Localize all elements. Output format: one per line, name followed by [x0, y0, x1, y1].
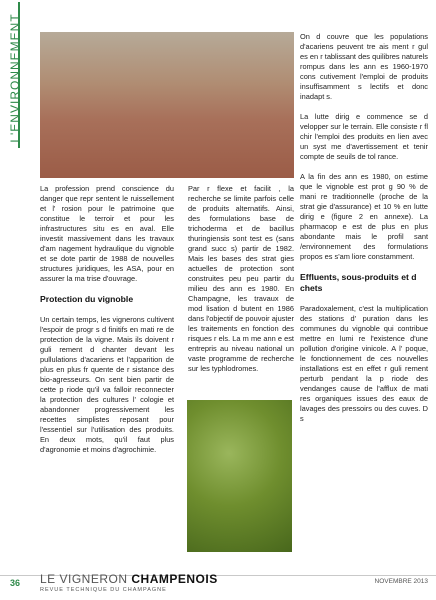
column-3 — [300, 32, 428, 434]
column-3-paragraph-1: On d couvre que les populations d'acariens peuvent tre ais ment r gul es en r tablissant des quilibres naturels rompus dans les ann es 1960-1970 cons cutivement l'emploi de produits insuffisamment s lectifs et donc inadapt s. — [300, 32, 428, 101]
issue-date: NOVEMBRE 2013 — [374, 578, 428, 585]
magazine-title — [40, 572, 218, 586]
column-1 — [40, 184, 174, 465]
magazine-title-light: LE VIGNERON — [40, 572, 128, 586]
magazine-subtitle: REVUE TECHNIQUE DU CHAMPAGNE — [40, 587, 167, 593]
column-1-paragraph-2: Un certain temps, les vignerons cultivent l'espoir de progr s d finitifs en mati re de protection de la vigne. Mais ils doivent r guli rement d chanter devant les pullulations d'acariens et l'apparition de plus en plus fr quente de r sistance des bio-agresseurs. On sent bien partir de cette p riode qu'il va falloir reconnecter la protection des cultures l' cologie et abandonner progressivement les recettes simplistes reposant pour l'essentiel sur l'utilisation des produits. En deux mots, qu'il faut plus d'agronomie et moins d'agrochimie. — [40, 315, 174, 454]
column-2-paragraph-1: Par r flexe et facilit , la recherche se limite parfois celle de produits alternatifs. Ainsi, des formulations base de trichoderma et de bacillus thuringiensis sont test es (sans grand succ s) partir de 1982. Mais les bases des strat gies actuelles de protection sont construites peu peu partir du milieu des ann es 1980. En Champagne, les travaux de mod lisation d butent en 1986 dans l'objectif de pouvoir ajuster les traitements en fonction des risques r els. La m me ann e est entrepris au niveau national un vaste programme de recherche sur les typhlodromes. — [188, 184, 294, 373]
column-3-paragraph-4: Paradoxalement, c'est la multiplication des stations d' puration dans les communes du vignoble qui contribue mettre en lumi re l'existence d'une pollution d'origine vinicole. A l' poque, le fonctionnement de ces nouvelles installations est en effet r guli rement perturb pendant la p riode des vendanges cause de l'afflux de mati res organiques issues des eaux de lavages des pressoirs ou des cuves. D s — [300, 304, 428, 423]
section-label: L'ENVIRONNEMENT — [8, 13, 22, 143]
section-tab — [0, 0, 26, 600]
heading-protection: Protection du vignoble — [40, 294, 134, 304]
heading-effluents: Effluents, sous-produits et d chets — [300, 272, 417, 293]
column-3-paragraph-2: La lutte dirig e commence se d velopper sur le terrain. Elle consiste r fl chir l'emploi des produits en lien avec un syst me d'avertissement et tenir compte de seuils de tol rance. — [300, 112, 428, 161]
column-1-paragraph-1: La profession prend conscience du danger que repr sentent le ruissellement et l' rosion pour le patrimoine que constitue le terroir et pour les infrastructures situ es en aval. Elle investit massivement dans les travaux d'am nagement hydraulique du vignoble et se dote partir de 1988 de nouvelles structures juridiques, les ASA, pour en assurer la ma trise d'ouvrage. — [40, 184, 174, 283]
vineyard-photo — [40, 32, 294, 178]
page-number: 36 — [10, 578, 21, 588]
column-3-paragraph-3: A la fin des ann es 1980, on estime que le vignoble est prot g 90 % de mani re traditionnelle (proche de la strat gie d'assurance) et 10 % en lutte dirig e (figure 2 en annexe). La pharmacop e est de plus en plus abondante mais le profil sant /environnement des formulations propos es s'am liore constamment. — [300, 172, 428, 261]
mite-photo — [187, 400, 292, 552]
magazine-title-bold: CHAMPENOIS — [131, 572, 218, 586]
column-2 — [188, 184, 294, 384]
